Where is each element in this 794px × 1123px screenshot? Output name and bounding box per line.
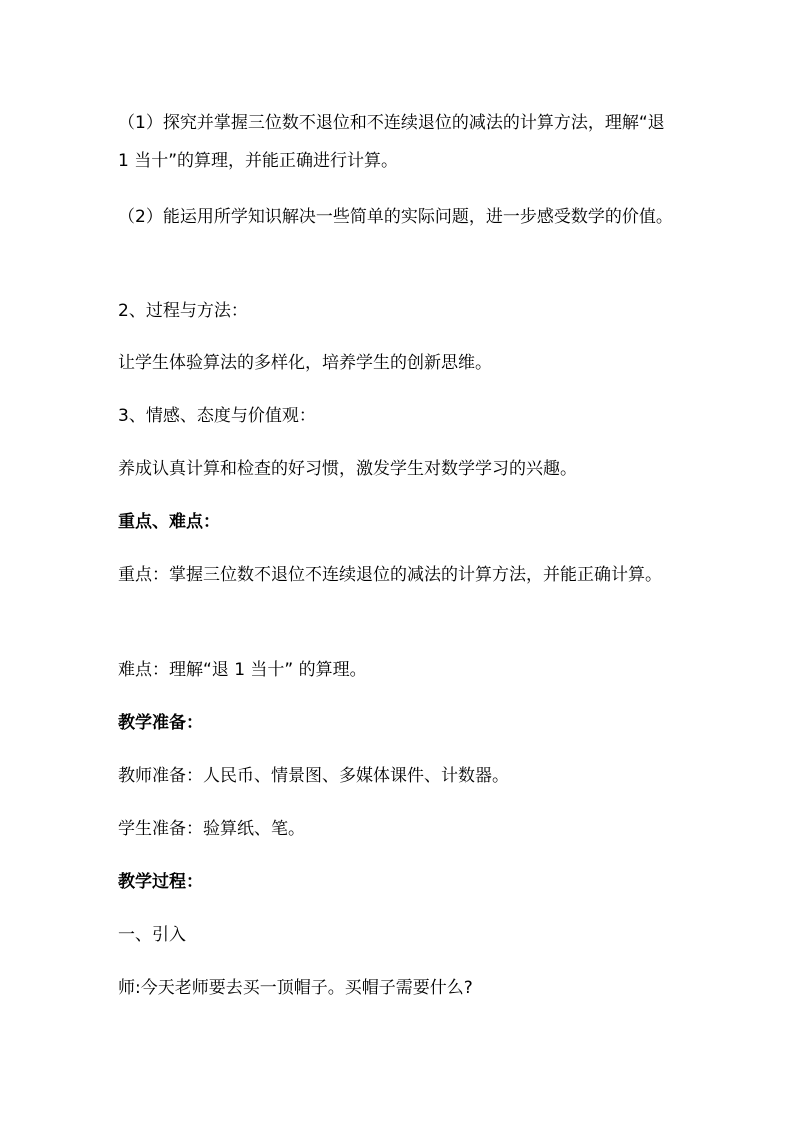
introduction-heading: 一、引入	[118, 925, 186, 945]
student-preparation-text: 学生准备：验算纸、笔。	[118, 819, 305, 839]
emotion-attitude-text: 养成认真计算和检查的好习惯，激发学生对数学学习的兴趣。	[118, 459, 577, 479]
process-method-heading: 2、过程与方法：	[118, 301, 248, 321]
teaching-process-heading: 教学过程：	[118, 872, 203, 892]
process-method-text: 让学生体验算法的多样化，培养学生的创新思维。	[118, 353, 492, 373]
teacher-preparation-text: 教师准备：人民币、情景图、多媒体课件、计数器。	[118, 766, 509, 786]
objective-1-paragraph: （1）探究并掌握三位数不退位和不连续退位的减法的计算方法，理解“退 1 当十”的算理，并能正确进行计算。	[118, 113, 665, 171]
teacher-dialogue-paragraph: 师:今天老师要去买一顶帽子。买帽子需要什么?	[118, 978, 473, 998]
objective-2-paragraph: （2）能运用所学知识解决一些简单的实际问题，进一步感受数学的价值。	[118, 207, 673, 227]
key-difficult-heading: 重点、难点：	[118, 512, 220, 532]
teaching-preparation-heading: 教学准备：	[118, 713, 203, 733]
key-point-paragraph: 重点：掌握三位数不退位不连续退位的减法的计算方法，并能正确计算。	[118, 565, 662, 585]
difficult-point-paragraph: 难点：理解“退 1 当十” 的算理。	[118, 660, 367, 680]
emotion-attitude-heading: 3、情感、态度与价值观：	[118, 406, 316, 426]
